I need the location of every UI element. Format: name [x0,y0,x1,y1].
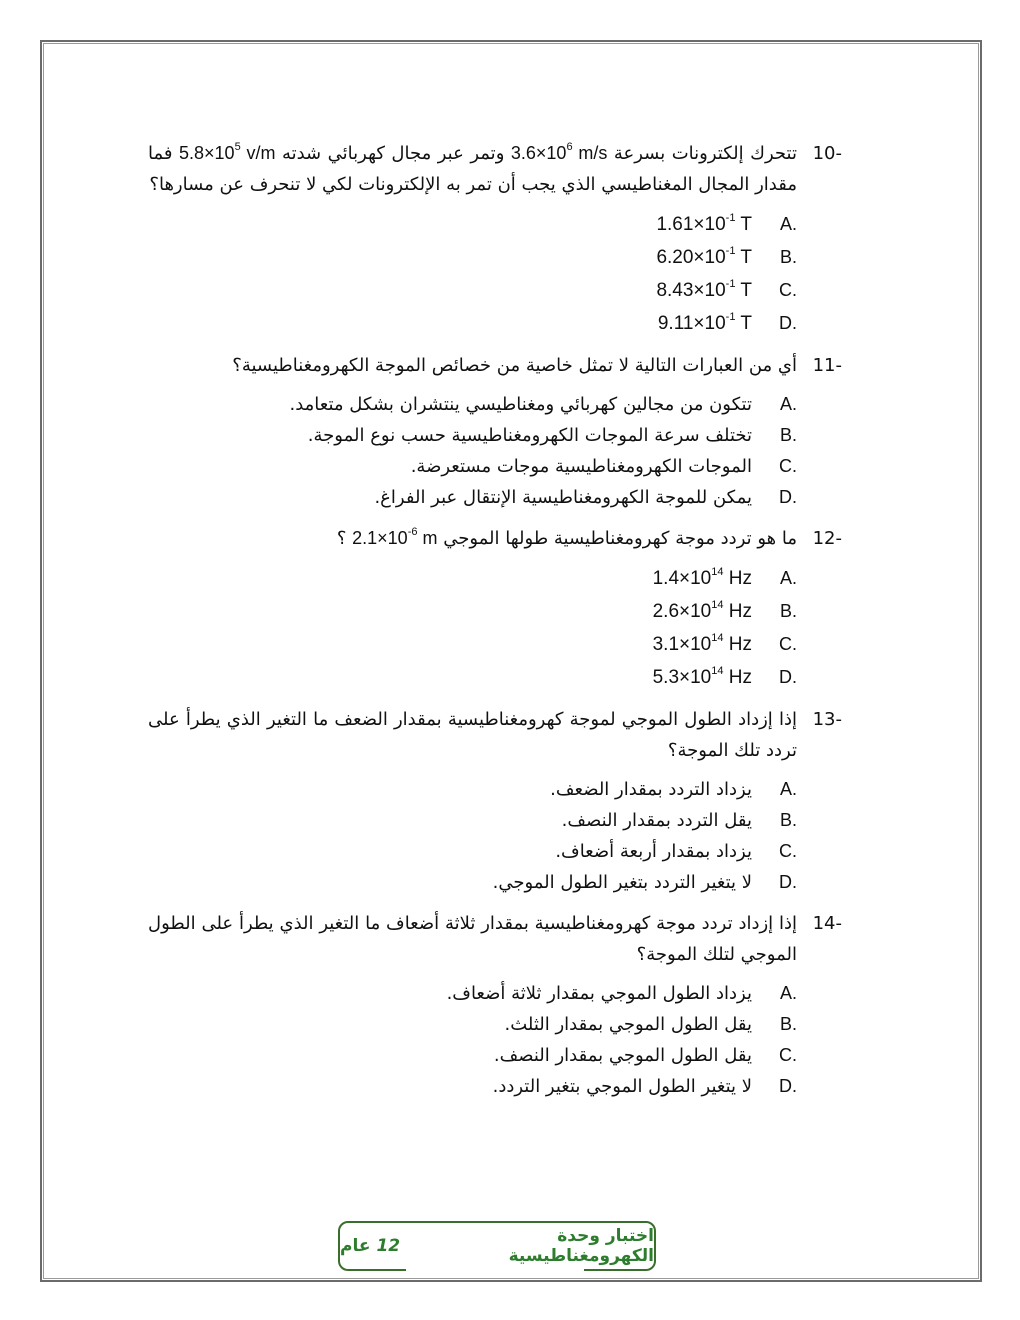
option-d[interactable]: D. لا يتغير التردد بتغير الطول الموجي. [492,872,797,893]
option-a[interactable]: A. يزداد التردد بمقدار الضعف. [550,779,797,800]
question-text: أي من العبارات التالية لا تمثل خاصية من خصائص الموجة الكهرومغناطيسية؟ [232,355,797,376]
question-14 [148,908,842,1102]
option-b[interactable]: B. تختلف سرعة الموجات الكهرومغناطيسية حسب نوع الموجة. [307,425,797,446]
option-b[interactable]: B. يقل الطول الموجي بمقدار الثلث. [504,1014,797,1035]
answer-options [148,389,797,513]
option-d[interactable]: D. $9.11\times 10^{-1}$ T [657,310,797,334]
option-c[interactable]: C. $8.43\times 10^{-1}$ T [656,277,797,301]
question-text: ما هو تردد موجة كهرومغناطيسية طولها الموجي $2.1\times 10^{-6}$ m ؟ [336,526,797,549]
option-b[interactable]: B. يقل التردد بمقدار النصف. [561,810,797,831]
option-a[interactable]: A. $1.61\times 10^{-1}$ T [656,211,797,235]
exam-page [148,138,842,1112]
option-c[interactable]: C. يزداد بمقدار أربعة أضعاف. [555,841,797,862]
option-a[interactable]: A. $1.4\times 10^{14}$ Hz [652,565,797,589]
option-a[interactable]: A. تتكون من مجالين كهربائي ومغناطيسي ينتشران بشكل متعامد. [289,394,797,415]
question-13 [148,704,842,898]
question-12 [148,523,842,694]
answer-options [148,562,797,694]
footer-exam-title: اختبار وحدة الكهرومغناطيسية 12 عام [338,1221,656,1271]
option-d[interactable]: D. $5.3\times 10^{14}$ Hz [652,664,797,688]
question-10 [148,138,842,340]
option-d[interactable]: D. يمكن للموجة الكهرومغناطيسية الإنتقال عبر الفراغ. [374,487,797,508]
question-number: 14- [812,913,842,934]
option-c[interactable]: C. الموجات الكهرومغناطيسية موجات مستعرضة. [410,456,797,477]
option-c[interactable]: C. $3.1\times 10^{14}$ Hz [652,631,797,655]
question-text: إذا إزداد الطول الموجي لموجة كهرومغناطيسية بمقدار الضعف ما التغير الذي يطرأ على تردد تلك الموجة؟ [148,709,797,761]
answer-options [148,208,797,340]
option-d[interactable]: D. لا يتغير الطول الموجي بتغير التردد. [492,1076,797,1097]
question-number: 12- [812,528,842,549]
answer-options [148,978,797,1102]
option-c[interactable]: C. يقل الطول الموجي بمقدار النصف. [493,1045,797,1066]
question-text: إذا إزداد تردد موجة كهرومغناطيسية بمقدار ثلاثة أضعاف ما التغير الذي يطرأ على الطول الموجي لتلك الموجة؟ [148,913,797,965]
question-text: تتحرك إلكترونات بسرعة $3.6\times 10^6$ m/s وتمر عبر مجال كهربائي شدته $5.8\times 10^5$ v/m فما مقدار المجال المغناطيسي الذي يجب أن تمر به الإلكترونات لكي لا تنحرف عن مسارها؟ [148,141,797,195]
option-a[interactable]: A. يزداد الطول الموجي بمقدار ثلاثة أضعاف. [446,983,797,1004]
option-b[interactable]: B. $2.6\times 10^{14}$ Hz [652,598,797,622]
question-number: 10- [812,143,842,164]
question-11 [148,350,842,513]
question-number: 13- [812,709,842,730]
question-number: 11- [812,355,842,376]
option-b[interactable]: B. $6.20\times 10^{-1}$ T [656,244,797,268]
footer-border-gap [406,1269,584,1273]
answer-options [148,774,797,898]
